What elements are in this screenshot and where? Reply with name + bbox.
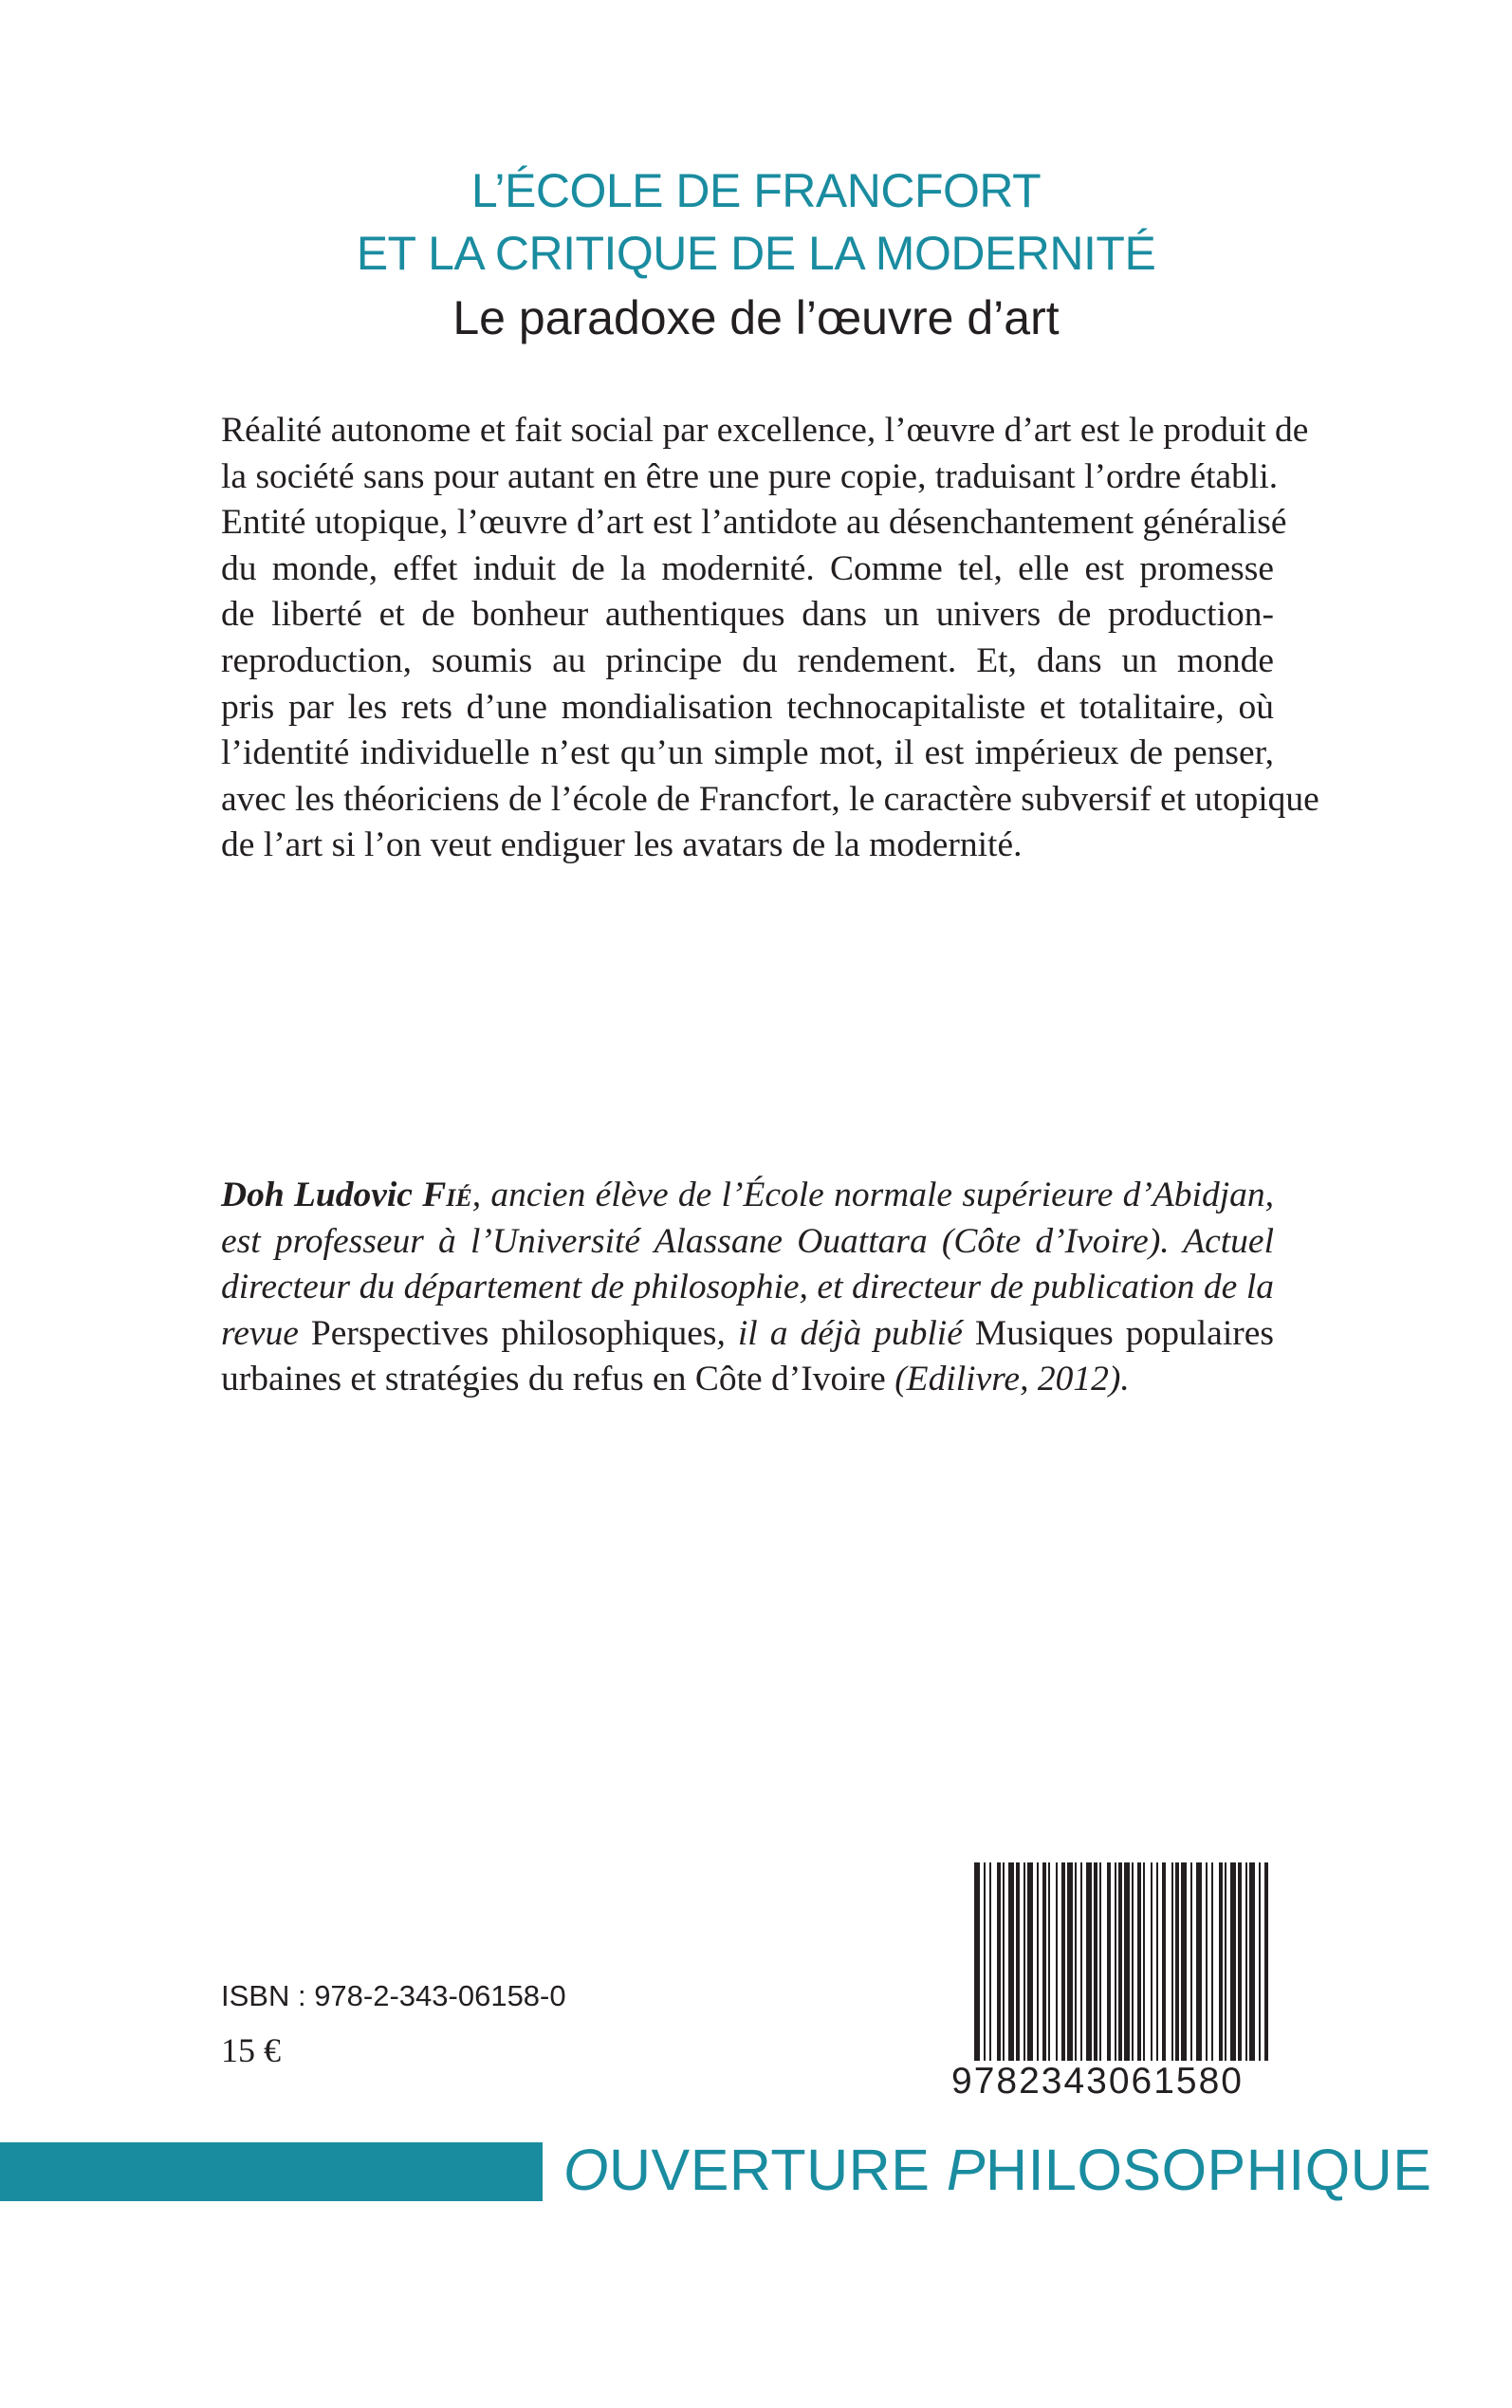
book-title: Musiques populaires <box>962 1313 1274 1353</box>
barcode-bar <box>1162 1862 1166 2066</box>
barcode-bar <box>1211 1862 1213 2066</box>
barcode-bar <box>1249 1862 1255 2066</box>
barcode-bar <box>1094 1862 1097 2066</box>
barcode-bar <box>1056 1862 1058 2066</box>
barcode-bar <box>1238 1862 1242 2066</box>
title-block <box>0 159 1512 351</box>
summary-line: de l’art si l’on veut endiguer les avatars de la modernité. <box>221 825 1023 865</box>
journal-title: Perspectives philosophiques <box>298 1313 717 1353</box>
barcode-bar <box>1219 1862 1223 2066</box>
author-first-name: Doh Ludovic <box>221 1176 423 1214</box>
barcode-bar <box>1190 1862 1192 2066</box>
barcode-bar <box>1042 1862 1046 2066</box>
barcode-bar <box>1016 1862 1020 2066</box>
barcode-bar <box>1099 1862 1101 2066</box>
barcode-bar <box>1225 1862 1226 2066</box>
summary-line: de liberté et de bonheur authentiques dans un univers de production- <box>221 595 1274 635</box>
barcode-bar <box>1080 1862 1082 2066</box>
barcode-digits: 9782343061580 <box>951 2061 1279 2102</box>
price: 15 € <box>221 2031 281 2069</box>
barcode-bar <box>997 1862 1001 2066</box>
subtitle: Le paradoxe de l’œuvre d’art <box>452 291 1060 344</box>
barcode-bar <box>1048 1862 1050 2066</box>
barcode-bar <box>1259 1862 1261 2066</box>
barcode-bar <box>1137 1862 1141 2066</box>
bio-text: , ancien élève de l’École normale supérieure d’Abidjan, <box>471 1176 1274 1214</box>
barcode-bar <box>1086 1862 1092 2066</box>
barcode-bar <box>1151 1862 1152 2066</box>
barcode-bar <box>1118 1862 1122 2066</box>
collection-band <box>0 2142 543 2201</box>
barcode-bar <box>1181 1862 1187 2066</box>
barcode-bar <box>1037 1862 1039 2066</box>
bio-line <box>221 1357 1274 1403</box>
summary-line: la société sans pour autant en être une pure copie, traduisant l’ordre établi. <box>221 456 1279 496</box>
bio-text: , il a déjà publié <box>716 1313 963 1353</box>
title-line-2: ET LA CRITIQUE DE LA MODERNITÉ <box>356 227 1156 280</box>
barcode-bar <box>1107 1862 1111 2066</box>
barcode-bar <box>1156 1862 1158 2066</box>
summary-paragraph <box>221 408 1319 869</box>
isbn: ISBN : 978-2-343-06158-0 <box>221 1979 566 2012</box>
bio-text: revue <box>221 1313 299 1353</box>
summary-line: reproduction, soumis au principe du rendement. Et, dans un monde <box>221 640 1274 680</box>
summary-line: du monde, effet induit de la modernité. Comme tel, elle est promesse <box>221 548 1274 588</box>
summary-line: avec les théoriciens de l’école de Francfort, le caractère subversif et utopique <box>221 779 1319 819</box>
summary-line: pris par les rets d’une mondialisation technocapitaliste et totalitaire, où <box>221 687 1274 727</box>
barcode-bar <box>1075 1862 1077 2066</box>
bio-line: directeur du département de philosophie, et directeur de publication de la <box>221 1268 1274 1307</box>
barcode-bar <box>1171 1862 1173 2066</box>
book-title-cont: urbaines et stratégies du refus en Côte d’Ivoire <box>221 1360 886 1399</box>
barcode-bar <box>1003 1862 1005 2066</box>
barcode-bar <box>1264 1862 1268 2066</box>
bio-line <box>221 1173 1274 1219</box>
collection-text: UVERTURE <box>608 2138 947 2202</box>
barcode-bar <box>989 1862 991 2066</box>
barcode-bar <box>1115 1862 1116 2066</box>
publisher-note: (Edilivre, 2012). <box>885 1360 1130 1399</box>
bio-line <box>221 1311 1274 1358</box>
barcode-bar <box>1175 1862 1179 2066</box>
summary-line: Réalité autonome et fait social par excellence, l’œuvre d’art est le produit de <box>221 411 1309 450</box>
collection-name <box>563 2137 1431 2203</box>
author-bio <box>221 1173 1274 1403</box>
barcode-bar <box>1023 1862 1025 2066</box>
summary-line: l’identité individuelle n’est qu’un simple mot, il est impérieux de penser, <box>221 733 1274 773</box>
barcode-bar <box>1008 1862 1014 2066</box>
barcode-bar <box>1067 1862 1073 2066</box>
collection-text: HILOSOPHIQUE <box>986 2138 1432 2202</box>
barcode-bar <box>1143 1862 1145 2066</box>
barcode-bar <box>974 1862 980 2066</box>
barcode-bars <box>970 1862 1274 2066</box>
barcode-bar <box>1230 1862 1236 2066</box>
barcode-bar <box>1245 1862 1247 2066</box>
barcode-bar <box>1124 1862 1130 2066</box>
barcode-bar <box>1027 1862 1033 2066</box>
barcode-bar <box>1132 1862 1134 2066</box>
barcode-bar <box>1196 1862 1202 2066</box>
barcode-bar <box>1206 1862 1208 2066</box>
summary-line: Entité utopique, l’œuvre d’art est l’antidote au désenchantement généralisé <box>221 503 1287 543</box>
author-last-name: Fié <box>422 1176 472 1214</box>
barcode-bar <box>984 1862 986 2066</box>
title-line-1: L’ÉCOLE DE FRANCFORT <box>470 164 1042 217</box>
barcode-bar <box>1061 1862 1065 2066</box>
collection-initial: P <box>946 2138 986 2202</box>
collection-initial: O <box>563 2138 609 2202</box>
bio-line: est professeur à l’Université Alassane Ouattara (Côte d’Ivoire). Actuel <box>221 1221 1274 1261</box>
